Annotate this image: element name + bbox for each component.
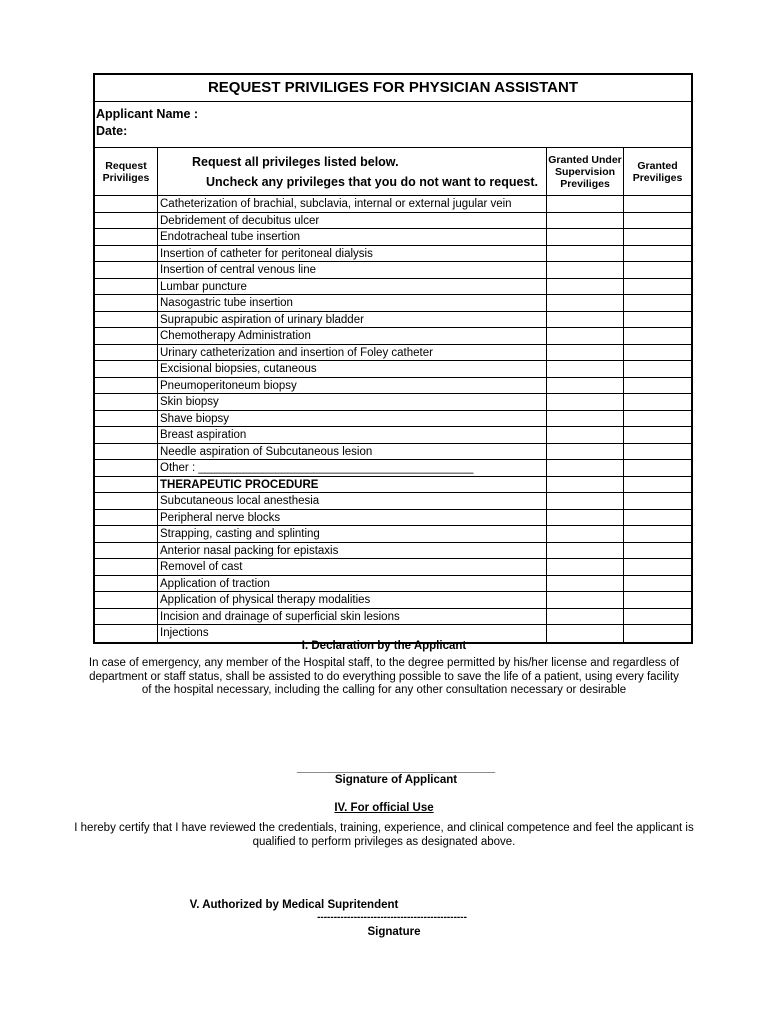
instruction-line-2: Uncheck any privileges that you do not want to request. (206, 174, 539, 189)
authorization-signature-line[interactable]: --------------------------------------------- (317, 912, 467, 923)
granted-under-supervision-cell[interactable] (547, 312, 624, 329)
granted-under-supervision-cell[interactable] (547, 394, 624, 411)
request-checkbox-cell[interactable] (95, 477, 158, 494)
granted-cell[interactable] (624, 576, 691, 593)
procedure-label: Suprapubic aspiration of urinary bladder (158, 312, 547, 329)
procedure-label: Catheterization of brachial, subclavia, internal or external jugular vein (158, 196, 547, 213)
procedure-label: Nasogastric tube insertion (158, 295, 547, 312)
granted-under-supervision-cell[interactable] (547, 576, 624, 593)
request-checkbox-cell[interactable] (95, 394, 158, 411)
form-title: REQUEST PRIVILIGES FOR PHYSICIAN ASSISTANT (95, 75, 691, 102)
request-checkbox-cell[interactable] (95, 213, 158, 230)
procedure-label: Subcutaneous local anesthesia (158, 493, 547, 510)
granted-column-header: Granted Previliges (624, 148, 691, 196)
procedure-label: Injections (158, 625, 547, 642)
request-column-header: Request Priviliges (95, 148, 158, 196)
granted-cell[interactable] (624, 213, 691, 230)
request-checkbox-cell[interactable] (95, 609, 158, 626)
request-checkbox-cell[interactable] (95, 295, 158, 312)
request-checkbox-cell[interactable] (95, 312, 158, 329)
official-use-heading: IV. For official Use (334, 802, 434, 814)
procedure-label: Lumbar puncture (158, 279, 547, 296)
request-checkbox-cell[interactable] (95, 427, 158, 444)
request-checkbox-cell[interactable] (95, 543, 158, 560)
procedure-label: Insertion of catheter for peritoneal dialysis (158, 246, 547, 263)
granted-under-supervision-cell[interactable] (547, 460, 624, 477)
granted-under-supervision-cell[interactable] (547, 262, 624, 279)
granted-cell[interactable] (624, 543, 691, 560)
section-heading: THERAPEUTIC PROCEDURE (158, 477, 547, 494)
granted-cell[interactable] (624, 526, 691, 543)
granted-cell[interactable] (624, 477, 691, 494)
granted-cell[interactable] (624, 559, 691, 576)
procedure-label: Needle aspiration of Subcutaneous lesion (158, 444, 547, 461)
granted-under-supervision-cell[interactable] (547, 345, 624, 362)
request-checkbox-cell[interactable] (95, 444, 158, 461)
procedure-label: Pneumoperitoneum biopsy (158, 378, 547, 395)
request-checkbox-cell[interactable] (95, 378, 158, 395)
procedure-label: Chemotherapy Administration (158, 328, 547, 345)
granted-cell[interactable] (624, 229, 691, 246)
granted-cell[interactable] (624, 279, 691, 296)
granted-under-supervision-cell[interactable] (547, 196, 624, 213)
granted-under-supervision-cell[interactable] (547, 526, 624, 543)
request-checkbox-cell[interactable] (95, 460, 158, 477)
procedure-label: Debridement of decubitus ulcer (158, 213, 547, 230)
declaration-text: In case of emergency, any member of the Hospital staff, to the degree permitted by his/her license and regardless of department or staff status, shall be assisted to do everything possible to save the life of a patient, using every facility of the hospital necessary, including the calling for any other consultation necessary or desirable (88, 657, 680, 696)
applicant-signature-line[interactable]: _______________________________ (296, 762, 496, 774)
request-checkbox-cell[interactable] (95, 493, 158, 510)
procedure-label: Strapping, casting and splinting (158, 526, 547, 543)
granted-under-supervision-cell[interactable] (547, 444, 624, 461)
official-use-text: I hereby certify that I have reviewed the credentials, training, experience, and clinical competence and feel the applicant is qualified to perform privileges as designated above. (74, 822, 694, 848)
granted-cell[interactable] (624, 460, 691, 477)
granted-under-supervision-cell[interactable] (547, 493, 624, 510)
granted-cell[interactable] (624, 361, 691, 378)
granted-cell[interactable] (624, 378, 691, 395)
granted-cell[interactable] (624, 427, 691, 444)
granted-cell[interactable] (624, 510, 691, 527)
granted-cell[interactable] (624, 609, 691, 626)
granted-under-supervision-cell[interactable] (547, 592, 624, 609)
request-checkbox-cell[interactable] (95, 262, 158, 279)
request-checkbox-cell[interactable] (95, 411, 158, 428)
procedure-label: Skin biopsy (158, 394, 547, 411)
procedure-label: Application of traction (158, 576, 547, 593)
declaration-heading: I. Declaration by the Applicant (301, 640, 467, 652)
privileges-form (93, 73, 693, 644)
granted-under-supervision-cell[interactable] (547, 609, 624, 626)
granted-under-supervision-cell[interactable] (547, 411, 624, 428)
granted-under-supervision-cell[interactable] (547, 295, 624, 312)
request-checkbox-cell[interactable] (95, 559, 158, 576)
procedure-label: Breast aspiration (158, 427, 547, 444)
applicant-name-field[interactable]: Applicant Name : (96, 107, 199, 121)
granted-cell[interactable] (624, 345, 691, 362)
granted-cell[interactable] (624, 394, 691, 411)
request-checkbox-cell[interactable] (95, 592, 158, 609)
request-checkbox-cell[interactable] (95, 246, 158, 263)
authorization-heading: V. Authorized by Medical Supritendent (189, 899, 399, 911)
procedure-label: Peripheral nerve blocks (158, 510, 547, 527)
procedure-label: Shave biopsy (158, 411, 547, 428)
instructions-header (158, 148, 547, 196)
granted-cell[interactable] (624, 328, 691, 345)
granted-under-supervision-cell[interactable] (547, 229, 624, 246)
request-checkbox-cell[interactable] (95, 576, 158, 593)
procedure-label: Excisional biopsies, cutaneous (158, 361, 547, 378)
granted-under-supervision-cell[interactable] (547, 246, 624, 263)
procedure-label: Urinary catheterization and insertion of Foley catheter (158, 345, 547, 362)
granted-under-supervision-cell[interactable] (547, 328, 624, 345)
request-checkbox-cell[interactable] (95, 279, 158, 296)
request-checkbox-cell[interactable] (95, 229, 158, 246)
request-checkbox-cell[interactable] (95, 196, 158, 213)
granted-cell[interactable] (624, 592, 691, 609)
procedure-label: Application of physical therapy modalities (158, 592, 547, 609)
granted-cell[interactable] (624, 312, 691, 329)
request-checkbox-cell[interactable] (95, 328, 158, 345)
granted-cell[interactable] (624, 493, 691, 510)
granted-under-supervision-column-header: Granted Under Supervision Previliges (547, 148, 624, 196)
granted-under-supervision-cell[interactable] (547, 427, 624, 444)
granted-cell[interactable] (624, 196, 691, 213)
granted-cell[interactable] (624, 262, 691, 279)
procedure-label: Insertion of central venous line (158, 262, 547, 279)
applicant-section (95, 106, 691, 148)
granted-under-supervision-cell[interactable] (547, 361, 624, 378)
procedure-label: Removel of cast (158, 559, 547, 576)
granted-cell[interactable] (624, 246, 691, 263)
request-checkbox-cell[interactable] (95, 510, 158, 527)
procedure-label: Endotracheal tube insertion (158, 229, 547, 246)
authorization-signature-label: Signature (367, 926, 421, 938)
granted-cell[interactable] (624, 411, 691, 428)
granted-under-supervision-cell[interactable] (547, 477, 624, 494)
granted-under-supervision-cell[interactable] (547, 510, 624, 527)
granted-under-supervision-cell[interactable] (547, 279, 624, 296)
procedure-label: Other : ___________________________________________ (158, 460, 547, 477)
granted-under-supervision-cell[interactable] (547, 559, 624, 576)
procedure-label: Anterior nasal packing for epistaxis (158, 543, 547, 560)
granted-under-supervision-cell[interactable] (547, 543, 624, 560)
request-checkbox-cell[interactable] (95, 526, 158, 543)
procedure-label: Incision and drainage of superficial skin lesions (158, 609, 547, 626)
granted-cell[interactable] (624, 295, 691, 312)
granted-under-supervision-cell[interactable] (547, 378, 624, 395)
privileges-table (95, 148, 691, 642)
request-checkbox-cell[interactable] (95, 361, 158, 378)
granted-under-supervision-cell[interactable] (547, 213, 624, 230)
applicant-signature-label: Signature of Applicant (334, 774, 458, 786)
date-field[interactable]: Date: (96, 124, 128, 138)
instruction-line-1: Request all privileges listed below. (192, 154, 399, 169)
request-checkbox-cell[interactable] (95, 345, 158, 362)
granted-cell[interactable] (624, 444, 691, 461)
